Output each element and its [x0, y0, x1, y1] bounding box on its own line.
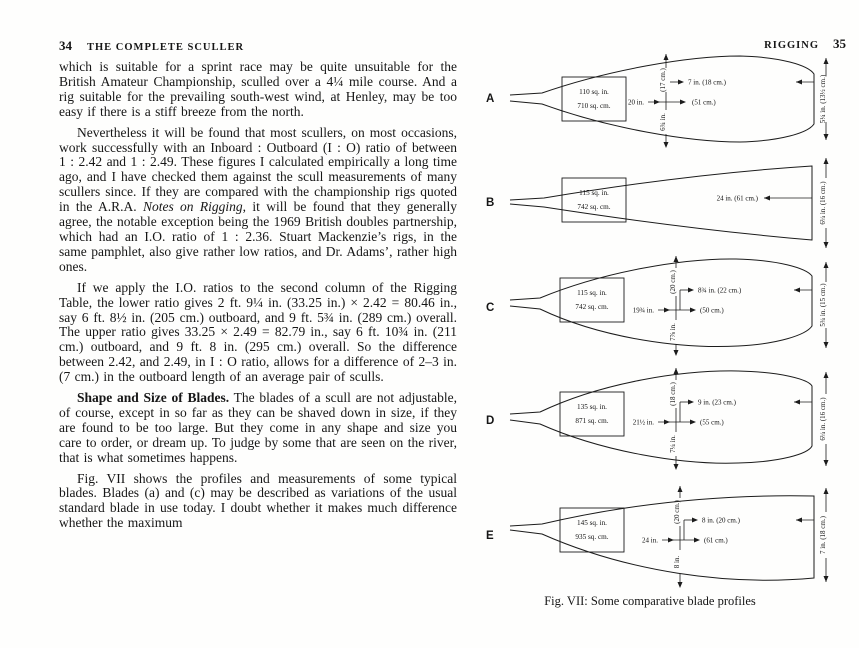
paragraph-2-part-a: Nevertheless it will be found that most scullers, on most occasions, work successfully with an Inboard : Outboard (I : O) ratio of between 1 : 2.42 and 1 : 2.49. These figures I calculated empirically a long time ago, and I have checked them against the scull measurements of many scullers since. If they are compared with the championship rigs quoted in the A.R.A.	[59, 124, 457, 215]
width-cm-label: (20 cm.)	[673, 500, 681, 524]
blade-b-label: B	[486, 197, 495, 209]
blade-c-diagram	[508, 252, 838, 364]
area-box	[560, 278, 624, 322]
blade-e-diagram	[508, 480, 838, 592]
length-dimension	[642, 537, 728, 545]
area-sq-in: 110 sq. in.	[579, 88, 609, 96]
length-dimension	[633, 307, 725, 315]
area-sq-in: 135 sq. in.	[577, 403, 607, 411]
length-in-label: 19¾ in.	[632, 306, 654, 315]
area-sq-cm: 710 sq. cm.	[577, 102, 611, 110]
end-width-dimension	[819, 262, 829, 348]
paragraph-2-italic-title: Notes on Rigging	[142, 199, 243, 215]
width-dimension	[669, 368, 679, 470]
paragraph-5: Fig. VII shows the profiles and measurements of some typical blades. Blades (a) and (c) may be described as variations of the usual standard blade in use today. I doubt whether it makes much difference whether the maximum	[59, 470, 457, 531]
end-width-dimension	[819, 372, 829, 466]
end-width-label: 5¾ in. (15 cm.)	[819, 283, 827, 327]
blade-row-b	[486, 150, 838, 256]
length-cm-label: (61 cm.)	[704, 536, 728, 545]
paragraph-2	[59, 126, 457, 275]
right-running-title: RIGGING	[764, 40, 819, 51]
end-width-label: 7 in. (18 cm.)	[819, 516, 827, 554]
area-sq-in: 115 sq. in.	[577, 289, 607, 297]
blade-a-diagram	[508, 46, 838, 152]
area-box	[562, 178, 626, 222]
end-width-dimension	[819, 58, 829, 140]
length-label: 24 in. (61 cm.)	[716, 194, 758, 203]
tip-label: 9 in. (23 cm.)	[698, 398, 736, 407]
width-cm-label: (17 cm.)	[659, 68, 667, 92]
blade-outline	[510, 259, 812, 347]
blade-row-d	[486, 366, 838, 476]
paragraph-3: If we apply the I.O. ratios to the second column of the Rigging Table, the lower ratio gives 2 ft. 9¼ in. (33.25 in.) × 2.42 = 80.46 in., say 6 ft. 8½ in. (205 cm.) outboard, and 9 ft. 5¾ in. (289 cm.) overall. The upper ratio gives 33.25 × 2.49 = 82.79 in., say 6 ft. 10¾ in. (211 cm.) outboard, and 9 ft. 8 in. (295 cm.) overall. So the difference between 2.42, and 2.49, in I : O ratio, allows for a difference of 2–3 in. (7 cm.) in the outboard length of an average pair of sculls.	[59, 279, 457, 385]
tip-label: 8¾ in. (22 cm.)	[698, 286, 742, 295]
area-sq-in: 145 sq. in.	[577, 519, 607, 527]
length-in-label: 21½ in.	[632, 418, 654, 427]
width-in-label: 7⅞ in.	[669, 323, 677, 341]
length-cm-label: (50 cm.)	[700, 306, 724, 315]
tip-dimension	[670, 79, 814, 87]
tip-label: 7 in. (18 cm.)	[688, 78, 726, 87]
width-dimension	[659, 54, 669, 148]
blade-a-label: A	[486, 93, 495, 105]
width-in-label: 6¾ in.	[659, 113, 667, 131]
blade-b-diagram	[508, 150, 838, 256]
blade-c-label: C	[486, 302, 495, 314]
left-page-header	[59, 38, 244, 54]
right-page-number: 35	[833, 36, 846, 51]
width-in-label: 7¼ in.	[669, 435, 677, 453]
blade-row-e	[486, 480, 838, 592]
area-sq-cm: 742 sq. cm.	[575, 303, 609, 311]
paragraph-1: which is suitable for a sprint race may be quite unsuitable for the British Amateur Championship, sculled over a 4¼ mile course. And a rig suitable for the prevailing south-west wind, at Henley, may be too easy if there is a stiff breeze from the north.	[59, 59, 457, 119]
left-running-title: THE COMPLETE SCULLER	[87, 42, 245, 53]
blade-d-label: D	[486, 415, 495, 427]
paragraph-2-part-b: , it will be found that they generally agree, the notable exception being the 1969 British doubles partnership, which had an I.O. ratio of 1 : 2.36. Stuart Mackenzie’s rigs, in the same pamphlet, also give rather low ratios, and Dr. Adams’, rather high ones.	[59, 199, 457, 274]
paragraph-4-body: The blades of a scull are not adjustable, of course, except in so far as they can be shaved down in size, if they are found to be too large. But they come in any shape and size you care to order, or dream up. To judge by some that are seen on the river, that is what sometimes happens.	[59, 390, 457, 465]
blade-outline	[510, 496, 814, 580]
length-cm-label: (55 cm.)	[700, 418, 724, 427]
length-in-label: 24 in.	[642, 536, 658, 545]
width-cm-label: (20 cm.)	[669, 270, 677, 294]
left-page-number: 34	[59, 38, 72, 53]
area-sq-cm: 935 sq. cm.	[575, 533, 609, 541]
blade-outline	[510, 166, 812, 240]
area-box	[560, 392, 624, 436]
tip-label: 8 in. (20 cm.)	[702, 516, 740, 525]
blade-e-label: E	[486, 530, 494, 542]
area-sq-cm: 871 sq. cm.	[575, 417, 609, 425]
blade-row-a	[486, 46, 838, 152]
length-dimension	[628, 99, 716, 107]
end-width-label: 5¼ in. (13½ cm.)	[819, 74, 827, 124]
width-in-label: 8 in.	[673, 555, 681, 569]
blade-row-c	[486, 252, 838, 364]
figure-caption: Fig. VII: Some comparative blade profiles	[544, 594, 756, 608]
body-text-column	[59, 60, 457, 537]
end-width-dimension	[819, 158, 829, 248]
shape-size-heading: Shape and Size of Blades.	[77, 390, 230, 406]
length-dimension	[633, 419, 725, 427]
blade-d-diagram	[508, 366, 838, 476]
width-cm-label: (18 cm.)	[669, 382, 677, 406]
end-width-label: 6¼ in. (16 cm.)	[819, 397, 827, 441]
area-sq-cm: 742 sq. cm.	[577, 203, 611, 211]
width-dimension	[669, 256, 679, 356]
blade-outline	[510, 371, 812, 463]
area-sq-in: 115 sq. in.	[579, 189, 609, 197]
length-in-label: 20 in.	[628, 98, 644, 107]
length-dimension	[717, 195, 812, 203]
end-width-label: 6¼ in. (16 cm.)	[819, 181, 827, 225]
length-cm-label: (51 cm.)	[692, 98, 716, 107]
paragraph-4	[59, 391, 457, 466]
end-width-dimension	[819, 488, 829, 582]
